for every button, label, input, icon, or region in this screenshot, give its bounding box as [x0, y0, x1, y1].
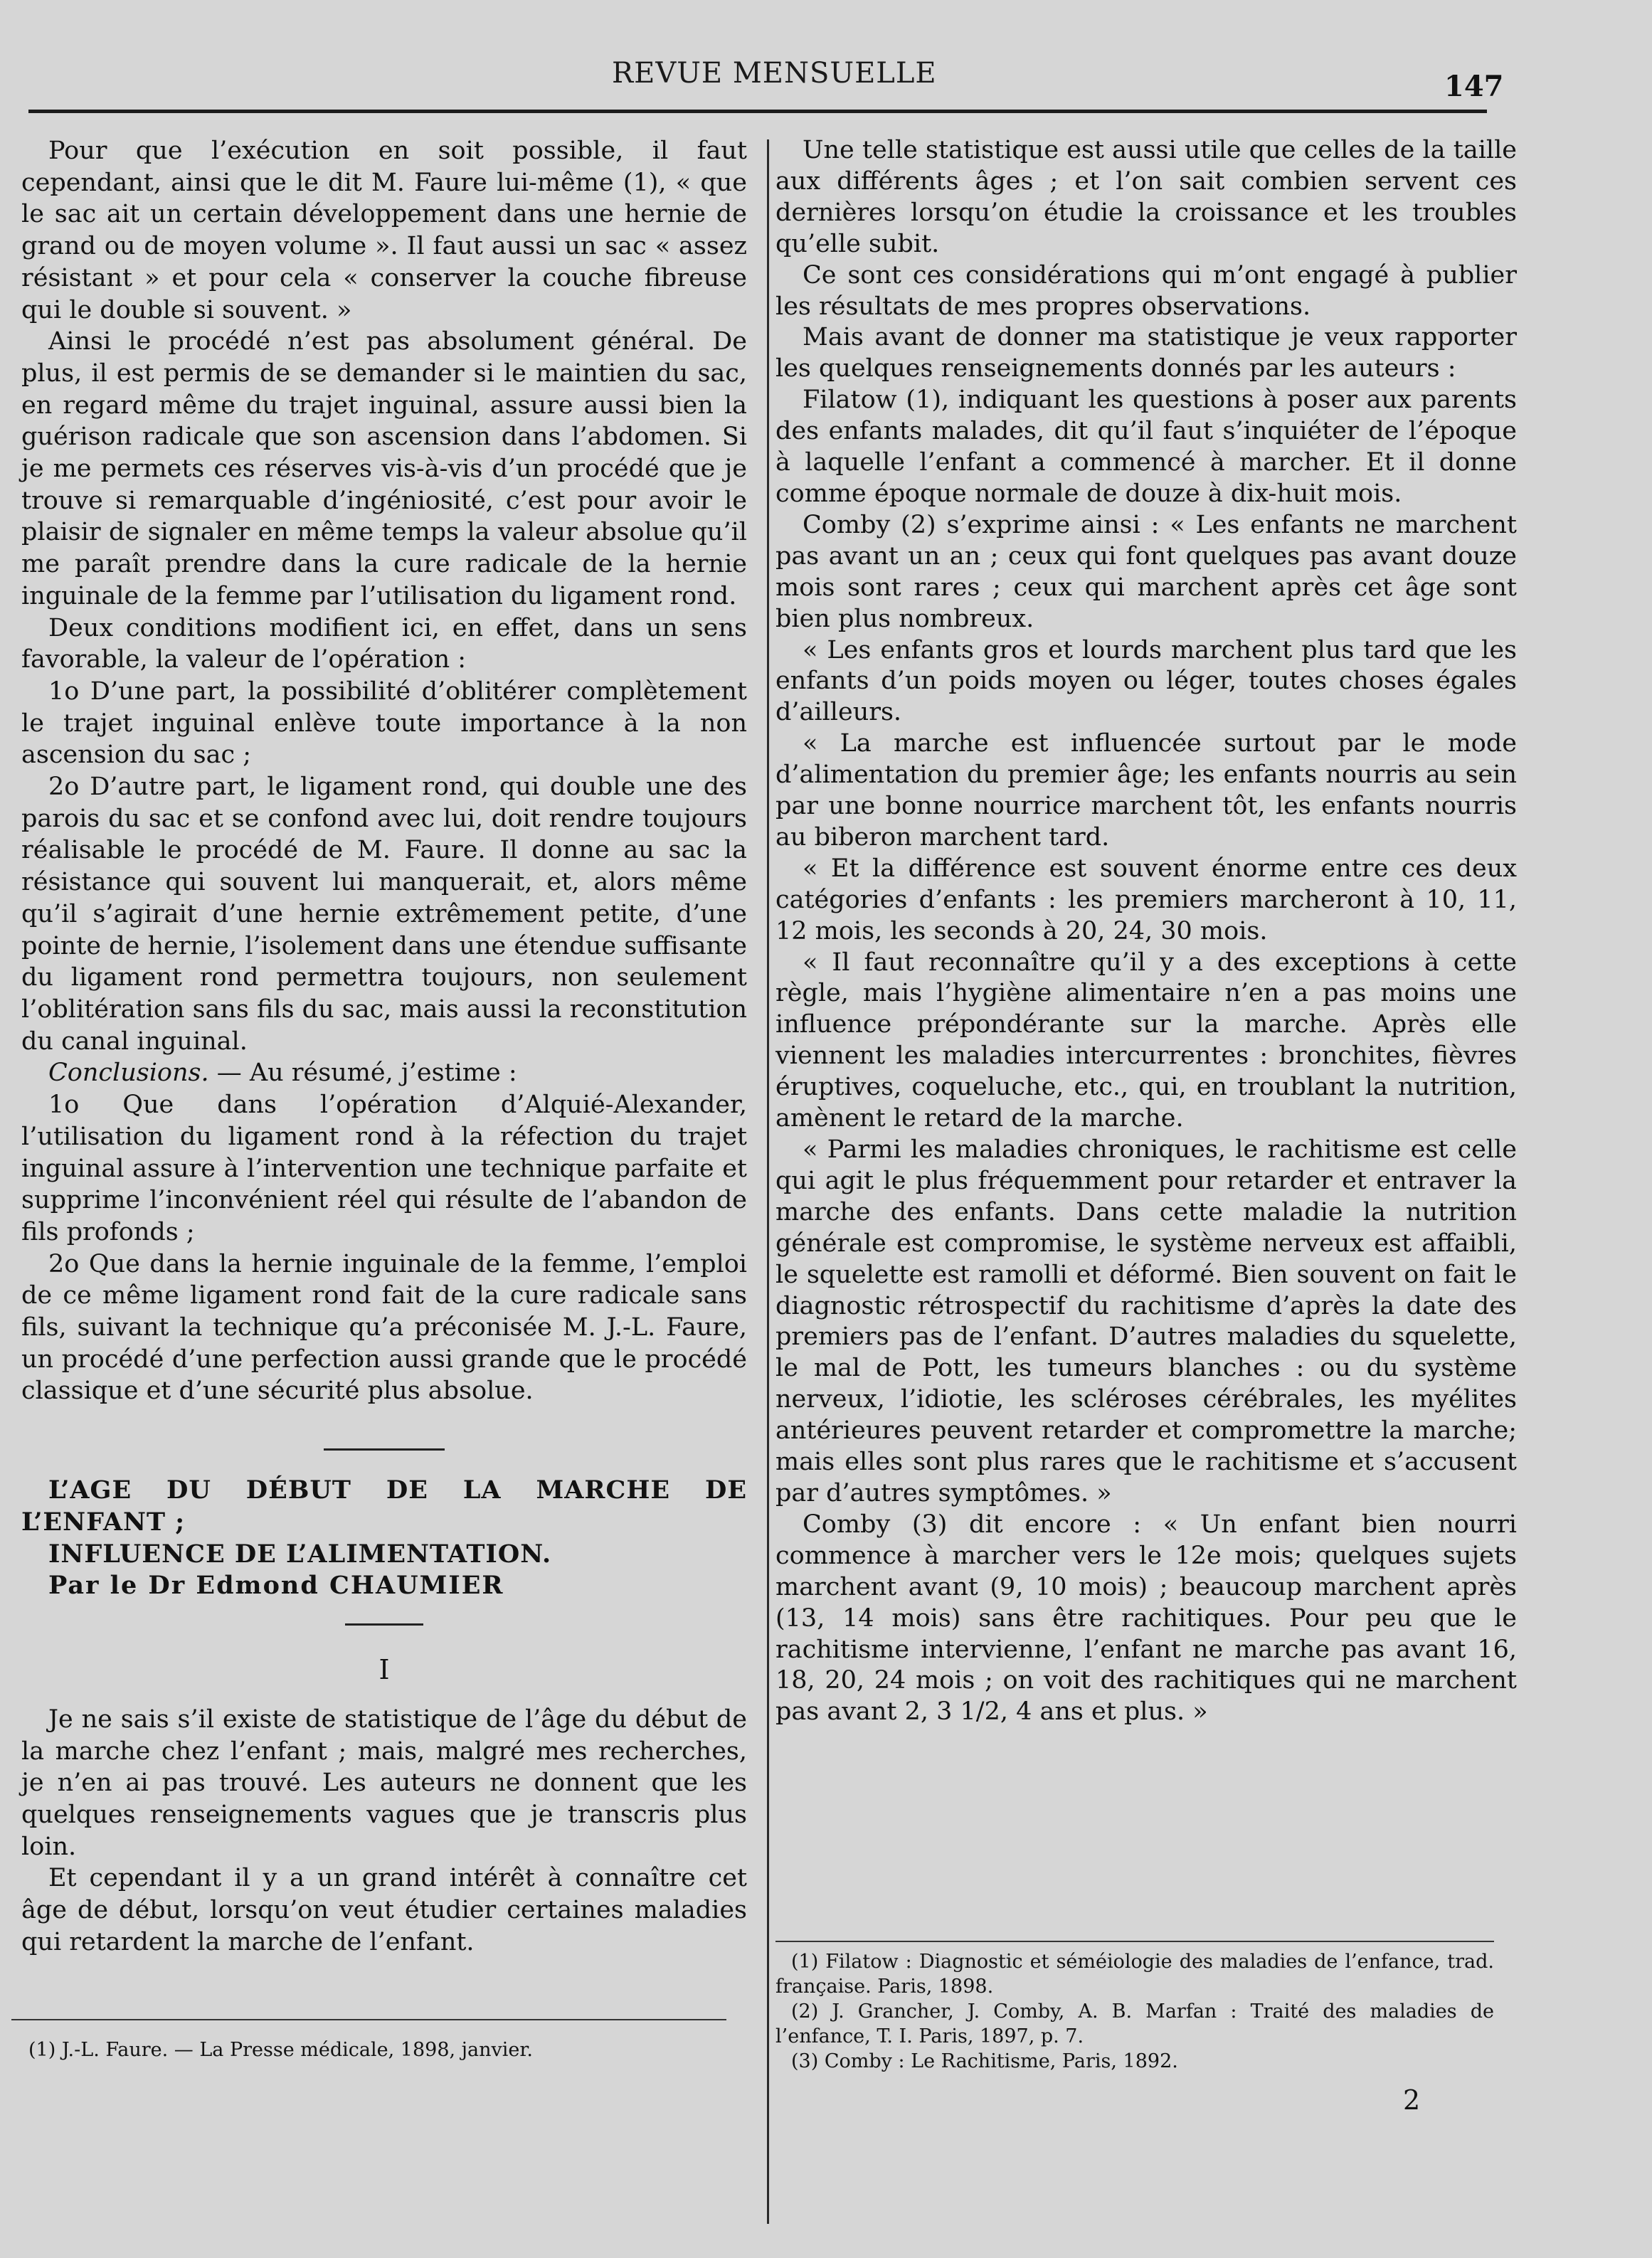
column-divider [767, 139, 769, 2224]
conclusion-item: 1o Que dans l’opération d’Alquié-Alexander, l’utilisation du ligament rond à la réfection du trajet inguinal assure à l’intervention une technique parfaite et supprime l’inconvénient réel qui résulte de l’abandon de fils profonds ; [21, 1091, 747, 1246]
footnote: (1) J.-L. Faure. — La Presse médicale, 1898, janvier. [28, 2039, 533, 2061]
right-column [775, 135, 1517, 1728]
signature-mark: 2 [1403, 2084, 1421, 2116]
footnote: (1) Filatow : Diagnostic et séméiologie des maladies de l’enfance, trad. française. Paris, 1898. [775, 1951, 1494, 1998]
footnote-rule [775, 1941, 1494, 1942]
conclusions-paragraph [21, 1057, 747, 1089]
left-column [21, 135, 747, 1958]
footnote-rule [11, 2019, 726, 2020]
body-paragraph: « La marche est influencée surtout par le mode d’alimentation du premier âge; les enfants nourris au sein par une bonne nourrice marchent tôt, les enfants nourris au biberon marchent tard. [775, 729, 1517, 852]
article-title-line: L’AGE DU DÉBUT DE LA MARCHE DE L’ENFANT ; [21, 1475, 747, 1537]
header-rule [28, 110, 1487, 113]
page-number: 147 [1444, 70, 1504, 103]
body-paragraph: Pour que l’exécution en soit possible, il faut cependant, ainsi que le dit M. Faure lui-même (1), « que le sac ait un certain développement dans une hernie de grand ou de moyen volume ». Il faut aussi un sac « assez résistant » et pour cela « conserver la couche fibreuse qui le double si souvent. » [21, 137, 747, 324]
body-paragraph: Et cependant il y a un grand intérêt à connaître cet âge de début, lorsqu’on veut étudier certaines maladies qui retardent la marche de l’enfant. [21, 1864, 747, 1956]
body-paragraph: Ce sont ces considérations qui m’ont engagé à publier les résultats de mes propres observations. [775, 260, 1517, 321]
body-paragraph: 2o D’autre part, le ligament rond, qui double une des parois du sac et se confond avec lui, doit rendre toujours réalisable le procédé de M. Faure. Il donne au sac la résistance qui souvent lui manquerait, et, alors même qu’il s’agirait d’une hernie extrêmement petite, d’une pointe de hernie, l’isolement dans une étendue suffisante du ligament rond permettra toujours, non seulement l’oblitération sans fils du sac, mais aussi la reconstitution du canal inguinal. [21, 773, 747, 1056]
body-paragraph: Ainsi le procédé n’est pas absolument général. De plus, il est permis de se demander si le maintien du sac, en regard même du trajet inguinal, assure aussi bien la guérison radicale que son ascension dans l’abdomen. Si je me permets ces réserves vis-à-vis d’un procédé que je trouve si remarquable d’ingéniosité, c’est pour avoir le plaisir de signaler en même temps la valeur absolue qu’il me paraît prendre dans la cure radicale de la hernie inguinale de la femme par l’utilisation du ligament rond. [21, 327, 747, 610]
body-paragraph: « Il faut reconnaître qu’il y a des exceptions à cette règle, mais l’hygiène alimentaire n’en a pas moins une influence prépondérante sur la marche. Après elle viennent les maladies intercurrentes : bronchites, fièvres éruptives, coqueluche, etc., qui, en troublant la nutrition, amènent le retard de la marche. [775, 948, 1517, 1133]
body-paragraph: Une telle statistique est aussi utile que celles de la taille aux différents âges ; et l’on sait combien servent ces dernières lorsqu’on étudie la croissance et les troubles qu’elle subit. [775, 136, 1517, 258]
footnote: (3) Comby : Le Rachitisme, Paris, 1892. [791, 2050, 1178, 2072]
byline-separator [345, 1623, 423, 1626]
footnotes [775, 1949, 1494, 2074]
body-paragraph: Comby (2) s’exprime ainsi : « Les enfants ne marchent pas avant un an ; ceux qui font quelques pas avant douze mois sont rares ; ceux qui marchent après cet âge sont bien plus nombreux. [775, 510, 1517, 633]
body-paragraph: Deux conditions modifient ici, en effet, dans un sens favorable, la valeur de l’opération : [21, 613, 747, 674]
body-paragraph: Je ne sais s’il existe de statistique de l’âge du début de la marche chez l’enfant ; mais, malgré mes recherches, je n’en ai pas trouvé. Les auteurs ne donnent que les quelques renseignements vagues que je transcris plus loin. [21, 1705, 747, 1861]
section-numeral: I [378, 1653, 390, 1685]
body-paragraph: « Les enfants gros et lourds marchent plus tard que les enfants d’un poids moyen ou léger, toutes choses égales d’ailleurs. [775, 635, 1517, 727]
conclusions-label: Conclusions. [48, 1059, 209, 1088]
body-paragraph: Comby (3) dit encore : « Un enfant bien nourri commence à marcher vers le 12e mois; quelques sujets marchent avant (9, 10 mois) ; beaucoup marchent après (13, 14 mois) sans être rachitiques. Pour peu que le rachitisme intervienne, l’enfant ne marche pas avant 16, 18, 20, 24 mois ; on voit des rachitiques qui ne marchent pas avant 2, 3 1/2, 4 ans et plus. » [775, 1510, 1517, 1727]
footnote: (2) J. Grancher, J. Comby, A. B. Marfan : Traité des maladies de l’enfance, T. I. Paris, 1897, p. 7. [775, 2000, 1494, 2047]
article-title-line: INFLUENCE DE L’ALIMENTATION. [48, 1539, 552, 1569]
conclusions-intro: — Au résumé, j’estime : [208, 1059, 517, 1088]
body-paragraph: Filatow (1), indiquant les questions à poser aux parents des enfants malades, dit qu’il faut s’inquiéter de l’époque à laquelle l’enfant a commencé à marcher. Et il donne comme époque normale de douze à dix-huit mois. [775, 386, 1517, 508]
article-separator [324, 1448, 445, 1451]
running-title: REVUE MENSUELLE [612, 57, 937, 90]
body-paragraph: « Et la différence est souvent énorme entre ces deux catégories d’enfants : les premiers marcheront à 10, 11, 12 mois, les seconds à 20, 24, 30 mois. [775, 854, 1517, 945]
body-paragraph: « Parmi les maladies chroniques, le rachitisme est celle qui agit le plus fréquemment pour retarder et entraver la marche des enfants. Dans cette maladie la nutrition générale est compromise, le système nerveux est affaibli, le squelette est ramolli et déformé. Bien souvent on fait le diagnostic rétrospectif du rachitisme d’après la date des premiers pas de l’enfant. D’autres maladies du squelette, le mal de Pott, les tumeurs blanches : ou du système nerveux, l’idiotie, les scléroses cérébrales, les myélites antérieures peuvent retarder et compromettre la marche; mais elles sont plus rares que le rachitisme et s’accusent par d’autres symptômes. » [775, 1135, 1517, 1507]
article-byline: Par le Dr Edmond CHAUMIER [48, 1571, 504, 1601]
body-paragraph: 1o D’une part, la possibilité d’oblitérer complètement le trajet inguinal enlève toute importance à la non ascension du sac ; [21, 677, 747, 770]
body-paragraph: Mais avant de donner ma statistique je veux rapporter les quelques renseignements donnés par les auteurs : [775, 323, 1517, 383]
conclusion-item: 2o Que dans la hernie inguinale de la femme, l’emploi de ce même ligament rond fait de la cure radicale sans fils, suivant la technique qu’a préconisée M. J.-L. Faure, un procédé d’une perfection aussi grande que le procédé classique et d’une sécurité plus absolue. [21, 1249, 747, 1406]
